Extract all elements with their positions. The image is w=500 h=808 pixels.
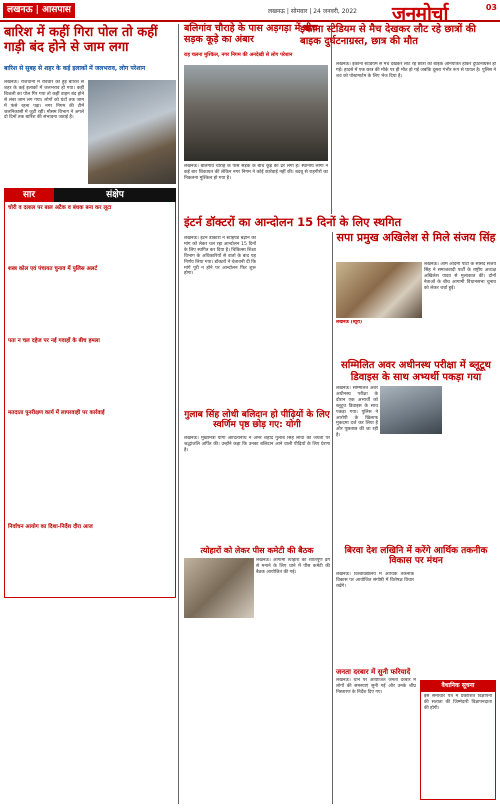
story-headline-ekana: इकाना स्टेडियम से मैच देखकर लौट रहे छात्रों की बाइक दुर्घटनाग्रस्त, छात्र की मौत [300,24,476,47]
story-subhead-garbage: राह चलना मुश्किल, नगर निगम की अनदेखी से लोग परेशान [184,52,293,58]
story-headline-akhilesh: सपा प्रमुख अखिलेश से मिले संजय सिंह [336,231,496,244]
story-subhead-rain: बारिश से सुबह से शहर के कई इलाकों में जलभराव, लोग परेशान [4,65,146,72]
story-body-akhilesh: लखनऊ। आम आदमी पार्टी के सांसद संजय सिंह ने समाजवादी पार्टी के राष्ट्रीय अध्यक्ष अखिलेश यादव से मुलाकात की। दोनों नेताओं के बीच आगामी विधानसभा चुनाव को लेकर चर्चा हुई। [424,262,496,291]
story-body-interns-col2 [258,236,330,406]
section-tag: लखनऊ | आसपास [3,3,75,18]
akhilesh-photo [336,262,422,318]
brief-item-body [8,533,172,595]
rain-photo [88,80,176,184]
story-body-interns: लखनऊ। इंटर्न डॉक्टरों ने स्टाइपेंड बढ़ाने की मांग को लेकर चल रहा आन्दोलन 15 दिनों के लिए स्थगित कर दिया है। चिकित्सा शिक्षा विभाग के अधिकारियों से वार्ता के बाद यह निर्णय लिया गया। डॉक्टरों ने चेतावनी दी कि मांगें पूरी न होने पर आन्दोलन फिर शुरू होगा। [184,236,256,277]
story-body-peace-committee-col2 [184,620,254,798]
newspaper-logo: जनमोर्चा [392,3,448,25]
story-body-gulab-singh: लखनऊ। मुख्यमंत्री योगी आदित्यनाथ ने अमर शहीद गुलाब सिंह लोधी की जयंती पर श्रद्धांजलि अर्पित की। उन्होंने कहा कि उनका बलिदान आने वाली पीढ़ियों के लिए प्रेरणा है। [184,436,330,453]
story-body-garbage: लखनऊ। बलिगांव चौराहे के पास सड़क के बीच कूड़े का ढेर लगा है। स्थानीय लोगों ने कई बार शिकायत की लेकिन नगर निगम ने कोई कार्रवाई नहीं की। बदबू से राहगीरों का निकलना मुश्किल हो गया है। [184,164,328,181]
story-headline-seminar: बिरवा देश लखिनि में करेंगे आर्थिक तकनीक विकास पर मंथन [344,546,488,567]
masthead [0,0,500,25]
brief-item-headline: निर्वाचन आयोग का दिशा-निर्देश दौरा आज [8,524,93,530]
story-body-bluetooth-col3 [380,436,442,542]
brief-box-title-left: सार [4,188,54,202]
story-body-seminar: लखनऊ। विश्वविद्यालय में आर्थिक तकनीक विकास पर आयोजित संगोष्ठी में विशेषज्ञ विचार रखेंगे। [336,572,414,589]
photo-caption: लखनऊ (ब्यूरो) [336,320,363,325]
story-headline-garbage: बलिगांव चौराहे के पास अड़गड़ा में बीच सड़क कूड़े का अंबार [184,23,318,45]
column-divider [332,232,333,804]
story-headline-bluetooth: सम्मिलित अवर अधीनस्थ परीक्षा में ब्लूटूथ डिवाइस के साथ अभ्यर्थी पकड़ा गया [341,360,491,383]
bluetooth-photo [380,386,442,434]
story-body-peace-committee: लखनऊ। आगामी त्योहारों को शांतिपूर्ण ढंग से मनाने के लिए थाने में पीस कमेटी की बैठक आयोजित की गई। [256,558,330,575]
story-headline-gulab-singh: गुलाब सिंह लोधी बलिदान हो पीढ़ियों के लिए स्वर्णिम पृष्ठ छोड़ गए: योगी [184,410,330,431]
brief-item-headline: पता न चल दहेज पर नई गवाहों के बीच हमला [8,338,100,344]
story-body-bluetooth: लखनऊ। सम्मिलित अवर अधीनस्थ परीक्षा के दौरान एक अभ्यर्थी को ब्लूटूथ डिवाइस के साथ पकड़ा गया। पुलिस ने आरोपी के खिलाफ मुकदमा दर्ज कर लिया है और पूछताछ की जा रही है। [336,386,378,439]
garbage-photo [184,65,328,161]
story-headline-rain: बारिश में कहीं गिरा पोल तो कहीं गाड़ी बंद होने से जाम लगा [4,25,158,55]
story-body-lower-left [4,602,176,798]
column-divider [331,24,332,214]
story-headline-interns: इंटर्न डॉक्टरों का आन्दोलन 15 दिनों के लिए स्थगित [184,215,402,229]
story-body-akhilesh-col2 [336,330,422,356]
peace-committee-photo [184,558,254,618]
brief-item-body [8,419,172,519]
story-body-rain: लखनऊ। राजधानी में रविवार को हुई बारिश से शहर के कई इलाकों में जलभराव हो गया। कहीं बिजली का पोल गिर गया तो कहीं वाहन बंद होने से लंबा जाम लग गया। लोगों को घंटों तक जाम में फंसे रहना पड़ा। नगर निगम की टीमें जलनिकासी में जुटी रहीं। मौसम विभाग ने अगले दो दिनों तक बारिश की संभावना जताई है। [4,80,84,121]
brief-item-body [8,347,172,405]
brief-item-headline: शस्त्र कोल एवं पंचायत चुनाव में पुलिस अलर्ट [8,266,98,272]
brief-item-headline: मतदाता पुनरीक्षण कार्य में लापरवाही पर कार्रवाई [8,410,105,416]
story-headline-janata-darbar: जनता दरबार में सुनी फरियादें [336,668,411,676]
notice-box-body: इस समाचार पत्र में प्रकाशित विज्ञापनों की सत्यता की जिम्मेदारी विज्ञापनदाता की होगी। [424,694,492,711]
story-body-janata-darbar: लखनऊ। थाने पर आयोजित जनता दरबार में लोगों की समस्याएं सुनी गईं और उनके शीघ्र निस्तारण के निर्देश दिए गए। [336,678,416,695]
brief-item-body [8,214,172,262]
story-body-seminar-col2 [418,572,496,664]
story-body-ekana: लखनऊ। इकाना स्टेडियम से मैच देखकर लौट रहे छात्रों की बाइक अनियंत्रित होकर दुर्घटनाग्रस्त हो गई। हादसे में एक छात्र की मौके पर ही मौत हो गई जबकि दूसरा गंभीर रूप से घायल है। पुलिस ने शव को पोस्टमार्टम के लिए भेज दिया है। [336,62,496,79]
story-headline-peace-committee: त्योहारों को लेकर पीस कमेटी की बैठक [200,546,314,555]
page-number: 03 [485,3,497,12]
notice-box-title: वैधानिक सूचना [420,680,496,692]
brief-item-body [8,275,172,333]
story-body-bluetooth-col2 [444,386,496,542]
story-note-ekana [336,180,496,212]
brief-item-headline: चोरी व दलाल पर बाल अटैक व बंधक बना कर लूटा [8,205,112,211]
brief-box-title-right: संक्षेप [54,188,176,202]
dateline: लखनऊ | सोमवार | 24 जनवरी, 2022 [268,8,357,15]
column-divider [178,24,179,804]
